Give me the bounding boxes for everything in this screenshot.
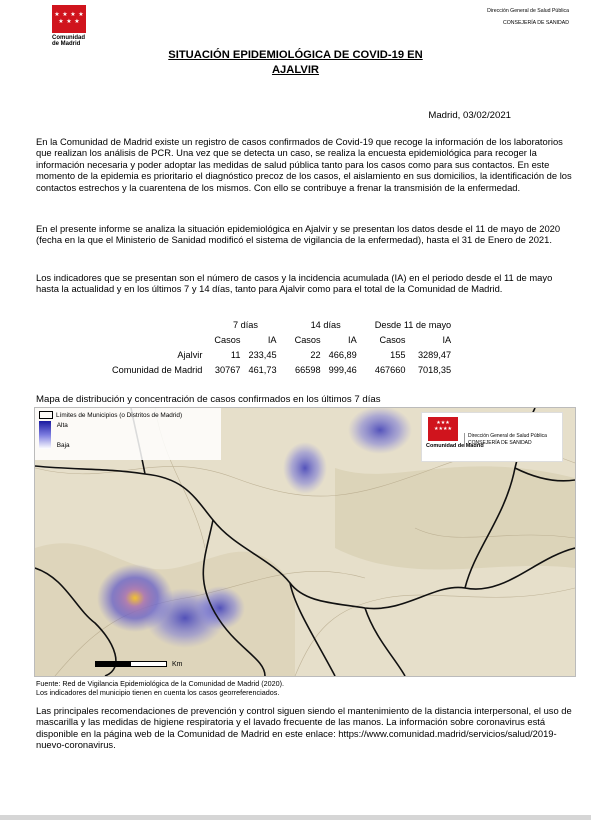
col-header: IA — [442, 335, 452, 345]
legend-gradient-labels — [57, 421, 70, 451]
star-icon: ★ — [66, 19, 72, 25]
map-source — [36, 679, 284, 697]
star-icon: ★ — [74, 19, 80, 25]
legend-boundary-row — [39, 411, 217, 419]
map-logo-dept-2: CONSEJERÍA DE SANIDAD — [468, 440, 532, 446]
table-cell: 7018,35 — [417, 365, 452, 375]
source-line-2: Los indicadores del municipio tienen en cuenta los casos georreferenciados. — [36, 688, 280, 697]
map-title: Mapa de distribución y concentración de casos confirmados en los últimos 7 días — [36, 394, 381, 405]
map-logo-dept-1: Dirección General de Salud Pública — [468, 433, 547, 439]
boundary-swatch — [39, 411, 53, 419]
title-line-2: AJALVIR — [271, 64, 320, 76]
map-scale — [95, 661, 182, 668]
star-icon: ★ — [78, 12, 84, 18]
table-cell: 3289,47 — [417, 350, 452, 360]
dept-line-1: Dirección General de Salud Pública — [487, 8, 569, 14]
table-cell: 11 — [230, 350, 241, 360]
map-logo — [421, 412, 563, 462]
table-row — [108, 363, 455, 378]
table-cell: 999,46 — [328, 365, 357, 375]
table-cell: 467660 — [374, 365, 406, 375]
comunidad-madrid-logo — [52, 5, 88, 47]
col-header: Casos — [214, 335, 241, 345]
map-logo-name: Comunidad de Madrid — [426, 443, 484, 449]
indicators-paragraph: Los indicadores que se presentan son el número de casos y la incidencia acumulada (IA) en el periodo desde el 11 de mayo hasta la actualidad y en los últimos 7 y 14 días, tanto para Ajalvir como para el total de la Comunidad de Madrid. — [36, 272, 553, 295]
map-logo-dept — [464, 433, 547, 447]
period-14-days: 14 días — [310, 320, 341, 330]
legend-high-label: Alta — [56, 422, 68, 429]
source-line-1: Fuente: Red de Vigilancia Epidemiológica de la Comunidad de Madrid (2020). — [36, 679, 284, 688]
star-icon: ★ — [70, 12, 76, 18]
table-cell: 66598 — [295, 365, 321, 375]
star-icon: ★ — [58, 19, 64, 25]
period-7-days: 7 días — [232, 320, 258, 330]
indicators-table — [108, 318, 455, 378]
scale-bar — [95, 661, 167, 667]
legend-gradient-row — [35, 419, 221, 451]
table-subheader — [108, 333, 455, 348]
col-header: IA — [348, 335, 357, 345]
page-bottom-bar — [0, 815, 591, 820]
period-since-may: Desde 11 de mayo — [374, 320, 452, 330]
logo-text: Comunidad de Madrid — [52, 35, 85, 47]
intro-paragraph: En la Comunidad de Madrid existe un registro de casos confirmados de Covid-19 que recoge la información de los laboratorios que realizan los análisis de PCR. Una vez que se detecta un caso, se realiza la encuesta epidemiológica para recoger la información necesaria y poder adoptar las medidas de salud pública tanto para los casos como para sus contactos. En este momento de la epidemia es prioritario el diagnóstico precoz de los casos, el aislamiento en sus domicilios, la identificación de los contactos estrechos y la cuarentena de los mismos. Con ello se contribuye a frenar la transmisión de la enfermedad. — [36, 136, 572, 193]
logo-flag — [52, 5, 86, 33]
dept-line-2: CONSEJERÍA DE SANIDAD — [502, 20, 569, 26]
star-icon: ★ — [54, 12, 60, 18]
table-row — [108, 348, 455, 363]
col-header: Casos — [379, 335, 406, 345]
table-cell: 155 — [390, 350, 406, 360]
table-cell: 461,73 — [248, 365, 277, 375]
density-gradient — [39, 421, 51, 449]
heatmap-map — [34, 407, 576, 677]
table-cell: 466,89 — [328, 350, 357, 360]
col-header: Casos — [294, 335, 321, 345]
table-cell: 22 — [310, 350, 321, 360]
scale-unit: Km — [171, 661, 183, 668]
row-label: Ajalvir — [177, 350, 203, 360]
header-department — [487, 5, 569, 29]
table-cell: 30767 — [214, 365, 241, 375]
star-icon: ★ — [62, 12, 68, 18]
table-cell: 233,45 — [248, 350, 277, 360]
page-title — [0, 48, 591, 78]
legend-boundary-label: Límites de Municipios (o Distritos de Madrid) — [56, 411, 183, 419]
legend-low-label: Baja — [56, 442, 70, 449]
map-legend — [35, 408, 221, 460]
row-label: Comunidad de Madrid — [112, 365, 203, 375]
col-header: IA — [267, 335, 277, 345]
map-logo-flag: ★★★ ★★★★ — [428, 417, 458, 441]
report-date: Madrid, 03/02/2021 — [428, 110, 511, 121]
recommendations-paragraph: Las principales recomendaciones de prevención y control siguen siendo el mantenimiento de la distancia interpersonal, el uso de mascarilla y las medidas de higiene respiratoria y el lavado frecuente de las manos. La información sobre coronavirus está disponible en la página web de la Comunidad de Madrid en este enlace: https://www.comunidad.madrid/servicios/salud/2019-nuevo-coronavirus. — [36, 705, 572, 751]
scope-paragraph: En el presente informe se analiza la situación epidemiológica en Ajalvir y se presentan los datos desde el 11 de mayo de 2020 (fecha en la que el Ministerio de Sanidad modificó el sistema de vigilancia de la enfermedad), hasta el 31 de Enero de 2021. — [36, 223, 561, 246]
terrain-patch — [335, 466, 575, 569]
title-line-1: SITUACIÓN EPIDEMIOLÓGICA DE COVID-19 EN — [168, 49, 423, 61]
table-period-header — [108, 318, 455, 333]
